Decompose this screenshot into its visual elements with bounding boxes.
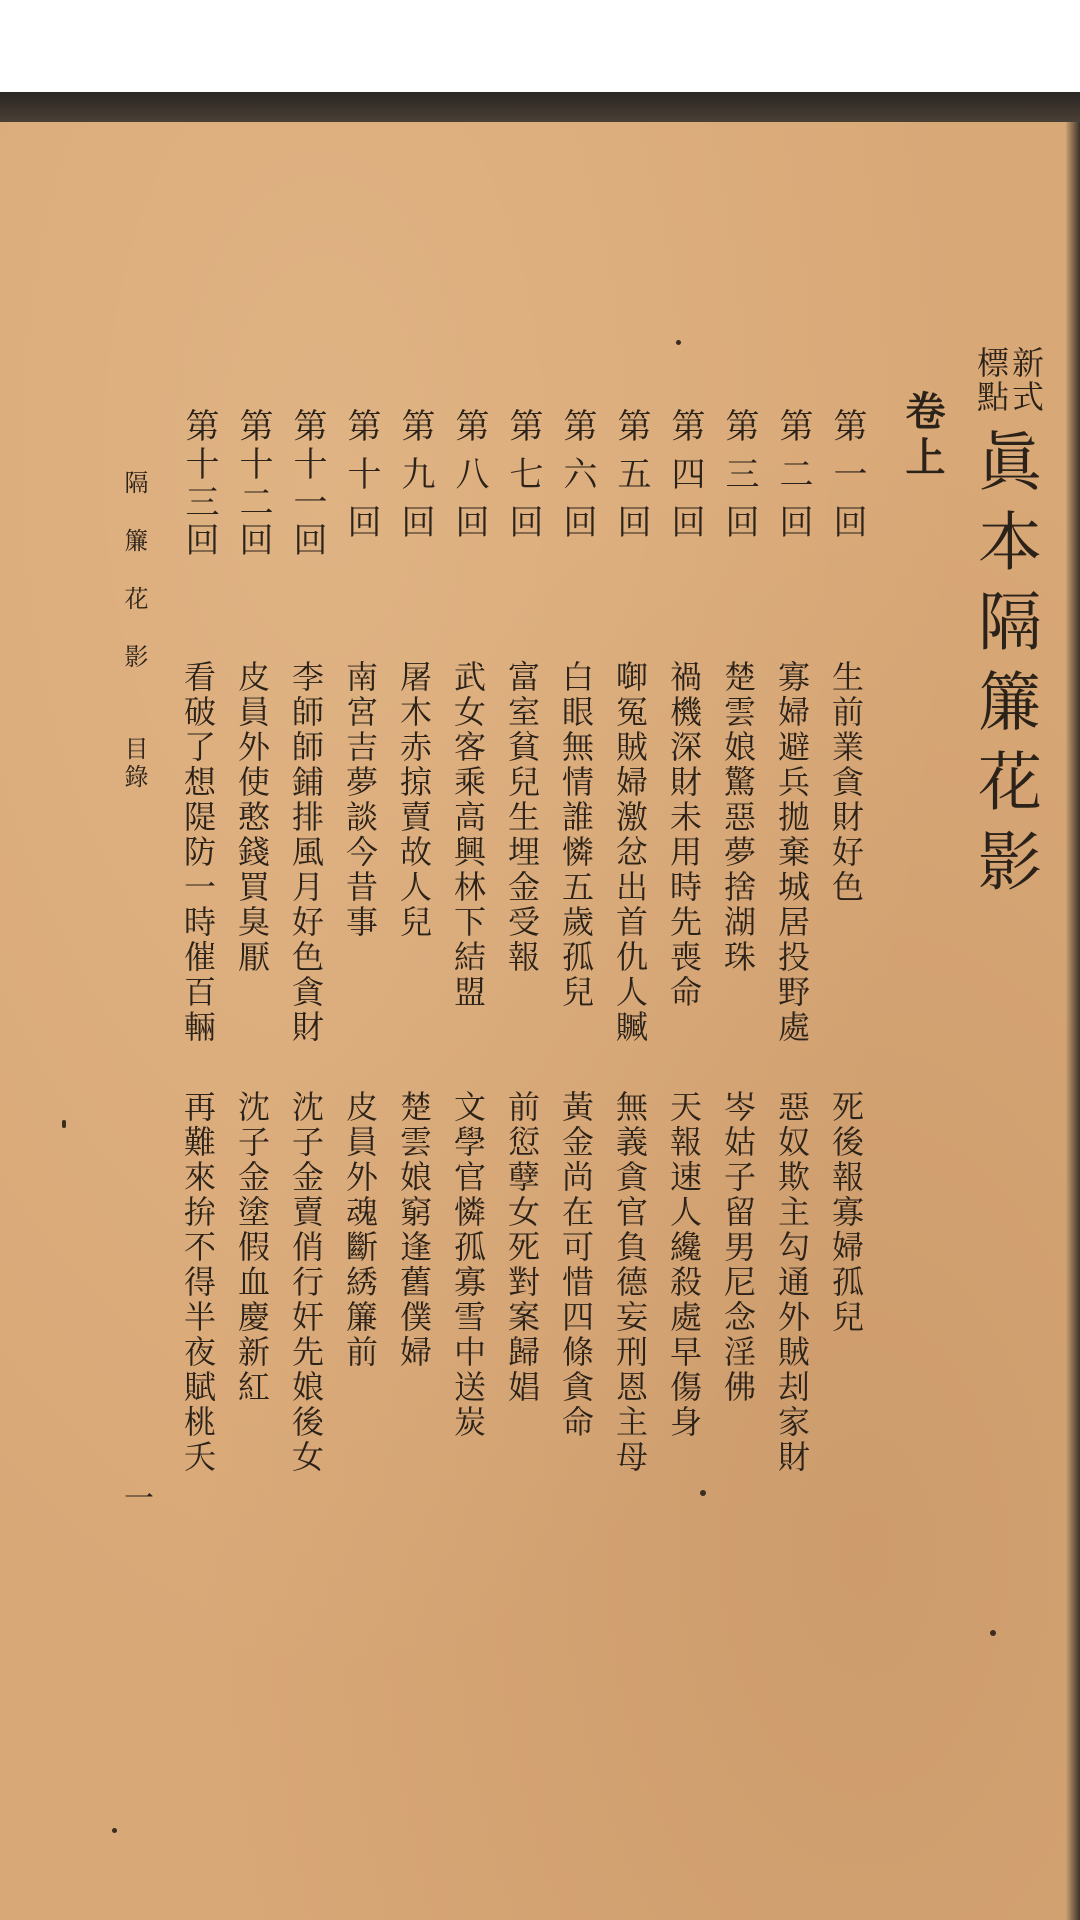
chapter-title-part2: 再難來拚不得半夜賦桃夭: [179, 1090, 217, 1475]
book-page: [0, 92, 1080, 1920]
chapter-title-part1: 生前業貪財好色: [827, 660, 865, 905]
chapter-title-part1: 武女客乘高興林下結盟: [449, 660, 487, 1010]
chapter-title-part2: 文學官憐孤寡雪中送炭: [449, 1090, 487, 1440]
chapter-label: 第九回: [395, 408, 435, 552]
chapter-title-part2: 岑姑子留男尼念淫佛: [719, 1090, 757, 1405]
chapter-title-part1: 楚雲娘驚惡夢捨湖珠: [719, 660, 757, 975]
chapter-title-part1: 南宮吉夢談今昔事: [341, 660, 379, 940]
paper-speck: [112, 1828, 117, 1833]
footer-book-title: 隔簾花影: [120, 470, 148, 702]
title-prefix-line2: 標點: [972, 346, 1010, 414]
chapter-label: 第四回: [665, 408, 705, 552]
chapter-title-part2: 前愆孽女死對案歸娼: [503, 1090, 541, 1405]
volume-label: 卷上: [899, 390, 946, 482]
chapter-label: 第二回: [773, 408, 813, 552]
chapter-title-part2: 死後報寡婦孤兒: [827, 1090, 865, 1335]
page-edge-shadow: [1066, 122, 1080, 1920]
book-title: 眞本隔簾花影: [967, 428, 1041, 908]
chapter-label: 第七回: [503, 408, 543, 552]
chapter-title-part1: 皮員外使憨錢買臭厭: [233, 660, 271, 975]
chapter-label: 第一回: [827, 408, 867, 552]
paper-speck: [700, 1490, 706, 1496]
chapter-title-part1: 富室貧兒生埋金受報: [503, 660, 541, 975]
paper-speck: [990, 1630, 996, 1636]
chapter-title-part2: 沈子金塗假血慶新紅: [233, 1090, 271, 1405]
chapter-label: 第十一回: [287, 408, 327, 560]
chapter-title-part1: 啣冤賊婦激忿出首仇人贓: [611, 660, 649, 1045]
chapter-title-part1: 屠木赤掠賣故人兒: [395, 660, 433, 940]
chapter-label: 第八回: [449, 408, 489, 552]
chapter-title-part2: 沈子金賣俏行奸先娘後女: [287, 1090, 325, 1475]
chapter-title-part2: 黃金尚在可惜四條貪命: [557, 1090, 595, 1440]
paper-speck: [676, 340, 681, 345]
page-number: 一: [118, 1482, 153, 1512]
chapter-label: 第十二回: [233, 408, 273, 560]
scan-top-border: [0, 92, 1080, 122]
chapter-title-part2: 無義貪官負德妄刑恩主母: [611, 1090, 649, 1475]
chapter-label: 第十三回: [179, 408, 219, 560]
footer-section: 目錄: [120, 736, 148, 792]
chapter-title-part2: 天報速人纔殺處早傷身: [665, 1090, 703, 1440]
chapter-title-part1: 寡婦避兵拋棄城居投野處: [773, 660, 811, 1045]
chapter-label: 第三回: [719, 408, 759, 552]
chapter-title-part2: 惡奴欺主勾通外賊刦家財: [773, 1090, 811, 1475]
chapter-label: 第五回: [611, 408, 651, 552]
paper-speck: [62, 1120, 66, 1128]
chapter-title-part1: 李師師鋪排風月好色貪財: [287, 660, 325, 1045]
chapter-label: 第六回: [557, 408, 597, 552]
title-prefix-line1: 新式: [1007, 346, 1045, 414]
chapter-title-part1: 禍機深財未用時先喪命: [665, 660, 703, 1010]
chapter-label: 第十回: [341, 408, 381, 552]
chapter-title-part2: 皮員外魂斷綉簾前: [341, 1090, 379, 1370]
chapter-title-part2: 楚雲娘窮逢舊僕婦: [395, 1090, 433, 1370]
chapter-title-part1: 白眼無情誰憐五歲孤兒: [557, 660, 595, 1010]
chapter-title-part1: 看破了想隄防一時催百輛: [179, 660, 217, 1045]
